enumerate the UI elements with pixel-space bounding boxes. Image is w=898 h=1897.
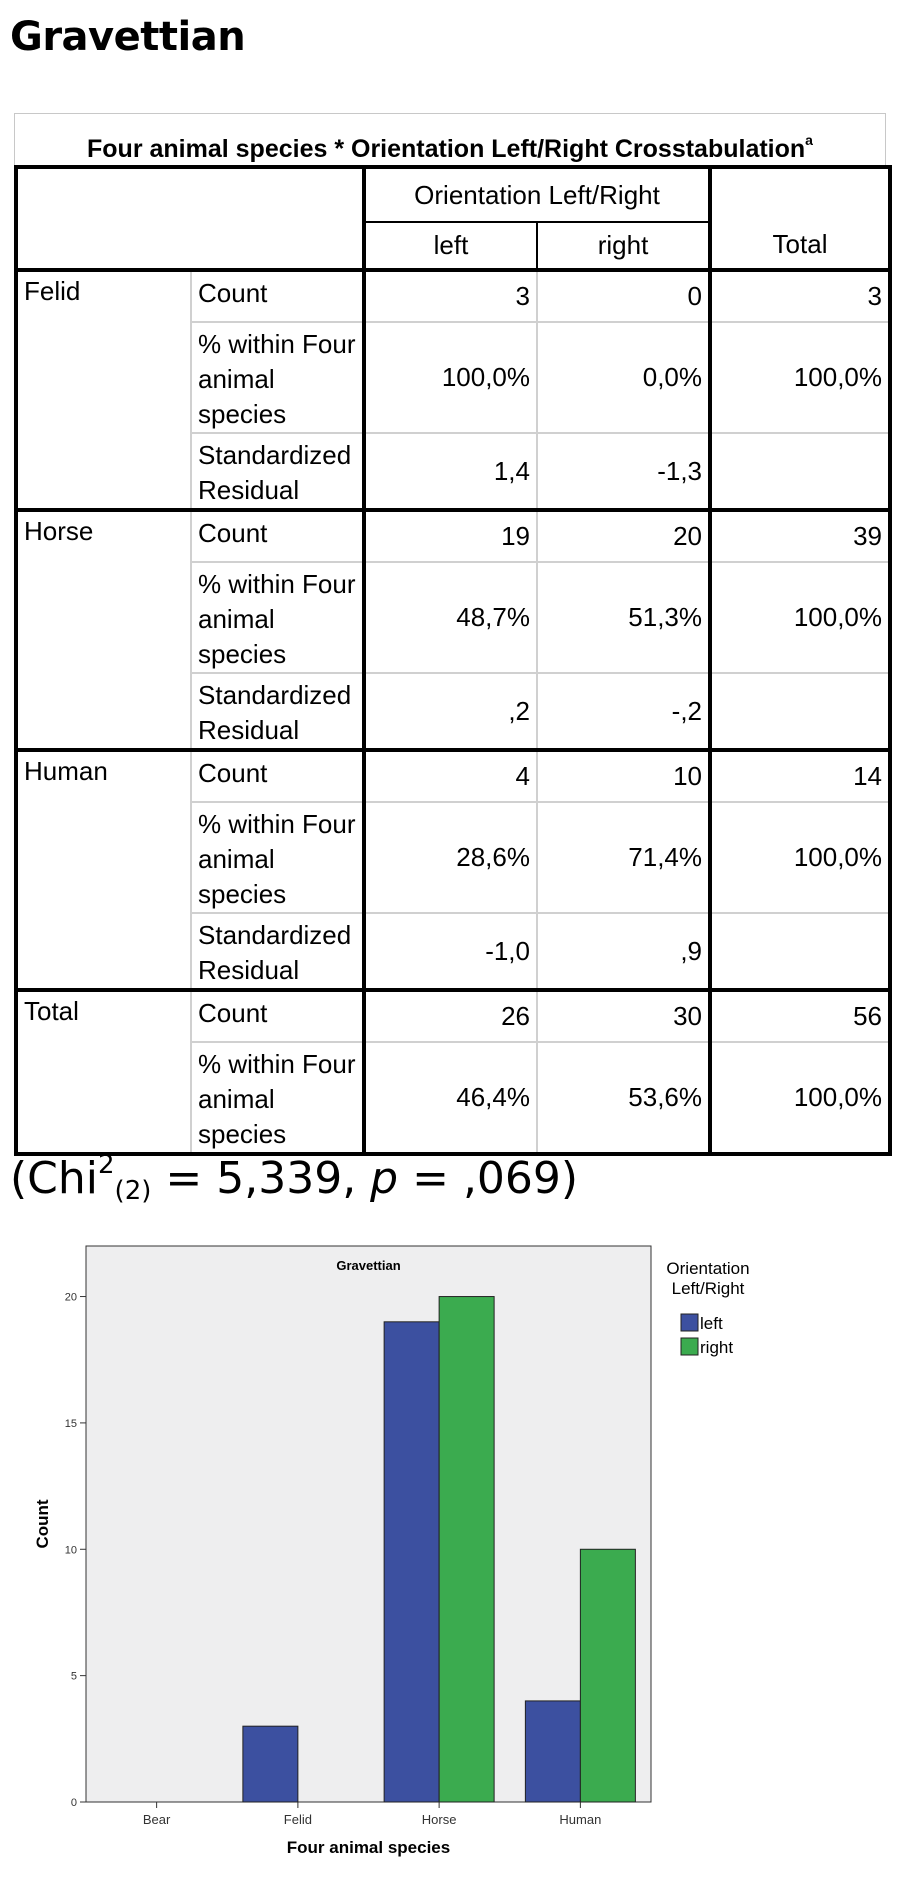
legend-label-left: left: [700, 1314, 723, 1333]
cell-left: 3: [364, 270, 537, 322]
cell-left: ,2: [364, 673, 537, 750]
y-tick-label: 15: [64, 1417, 77, 1430]
x-tick-label: Felid: [283, 1812, 312, 1827]
legend-swatch-left: [681, 1314, 698, 1331]
legend-title-line-1: Orientation: [666, 1259, 750, 1278]
x-tick-label: Human: [559, 1812, 602, 1827]
cell-left: 48,7%: [364, 562, 537, 673]
x-tick-label: Horse: [421, 1812, 457, 1827]
x-axis-label: Four animal species: [286, 1838, 451, 1857]
chi-square-result: [10, 1150, 578, 1206]
cell-total: 100,0%: [710, 802, 890, 913]
cell-total: 100,0%: [710, 562, 890, 673]
y-tick-label: 20: [64, 1291, 77, 1304]
stat-p-value: = ,069): [398, 1153, 579, 1204]
row-label: Count: [191, 510, 364, 562]
header-total: Total: [710, 167, 890, 270]
row-label: Count: [191, 990, 364, 1042]
cell-total: 39: [710, 510, 890, 562]
row-label: Count: [191, 750, 364, 802]
legend-swatch-right: [681, 1338, 698, 1355]
table-row: [16, 510, 890, 562]
page-title: Gravettian: [10, 14, 246, 60]
cell-right: 0,0%: [537, 322, 710, 433]
y-tick-label: 0: [70, 1797, 77, 1809]
cell-right: 10: [537, 750, 710, 802]
bar-chart-svg: [0, 1240, 898, 1880]
row-group-label: Felid: [16, 270, 191, 510]
row-group-label: Horse: [16, 510, 191, 750]
header-left: left: [364, 222, 537, 270]
cell-right: 53,6%: [537, 1042, 710, 1154]
header-right: right: [537, 222, 710, 270]
cell-right: 71,4%: [537, 802, 710, 913]
cell-right: -1,3: [537, 433, 710, 510]
row-label: Standardized Residual: [191, 913, 364, 990]
cell-right: 51,3%: [537, 562, 710, 673]
cell-right: 30: [537, 990, 710, 1042]
cell-total: 14: [710, 750, 890, 802]
stat-superscript: 2: [98, 1150, 115, 1180]
cell-total: 3: [710, 270, 890, 322]
y-tick-label: 5: [70, 1670, 77, 1683]
cell-left: 46,4%: [364, 1042, 537, 1154]
cell-left: 100,0%: [364, 322, 537, 433]
row-label: % within Four animal species: [191, 322, 364, 433]
bar-left-human: [525, 1701, 580, 1802]
cell-left: 19: [364, 510, 537, 562]
x-tick-label: Bear: [142, 1812, 171, 1827]
table-row: [16, 270, 890, 322]
row-label: % within Four animal species: [191, 802, 364, 913]
row-label: % within Four animal species: [191, 1042, 364, 1154]
row-label: Standardized Residual: [191, 673, 364, 750]
stat-p-label: p: [370, 1153, 399, 1204]
cell-left: 26: [364, 990, 537, 1042]
cell-total: 56: [710, 990, 890, 1042]
cell-left: 1,4: [364, 433, 537, 510]
row-label: Standardized Residual: [191, 433, 364, 510]
header-group: Orientation Left/Right: [364, 167, 710, 222]
table-row: [16, 750, 890, 802]
cell-total: 100,0%: [710, 322, 890, 433]
crosstab-title-text: Four animal species * Orientation Left/Right Crosstabulation: [87, 135, 806, 163]
cell-right: -,2: [537, 673, 710, 750]
cell-right: ,9: [537, 913, 710, 990]
crosstab-title-footnote: a: [805, 132, 813, 148]
bar-left-felid: [243, 1726, 298, 1802]
cell-total: 100,0%: [710, 1042, 890, 1154]
legend-label-right: right: [700, 1338, 734, 1357]
stat-value: = 5,339,: [151, 1153, 371, 1204]
stat-subscript: (2): [114, 1176, 152, 1206]
row-label: % within Four animal species: [191, 562, 364, 673]
chart-title: Gravettian: [336, 1258, 401, 1273]
bar-left-horse: [384, 1322, 439, 1802]
corner-cell: [16, 167, 364, 270]
cell-left: 4: [364, 750, 537, 802]
cell-right: 0: [537, 270, 710, 322]
row-label: Count: [191, 270, 364, 322]
y-tick-label: 10: [64, 1544, 77, 1557]
bar-right-human: [580, 1549, 635, 1802]
stat-prefix: (Chi: [10, 1153, 98, 1204]
cell-left: -1,0: [364, 913, 537, 990]
crosstab-title: [14, 113, 886, 165]
cell-total: [710, 433, 890, 510]
cell-left: 28,6%: [364, 802, 537, 913]
table-row: [16, 990, 890, 1042]
bar-right-horse: [439, 1297, 494, 1802]
cell-total: [710, 913, 890, 990]
cell-total: [710, 673, 890, 750]
cell-right: 20: [537, 510, 710, 562]
y-axis-label: Count: [33, 1499, 52, 1549]
row-group-label: Total: [16, 990, 191, 1154]
crosstab-table: [14, 165, 892, 1156]
row-group-label: Human: [16, 750, 191, 990]
legend-title-line-2: Left/Right: [671, 1279, 745, 1298]
bar-chart: [0, 1240, 898, 1880]
